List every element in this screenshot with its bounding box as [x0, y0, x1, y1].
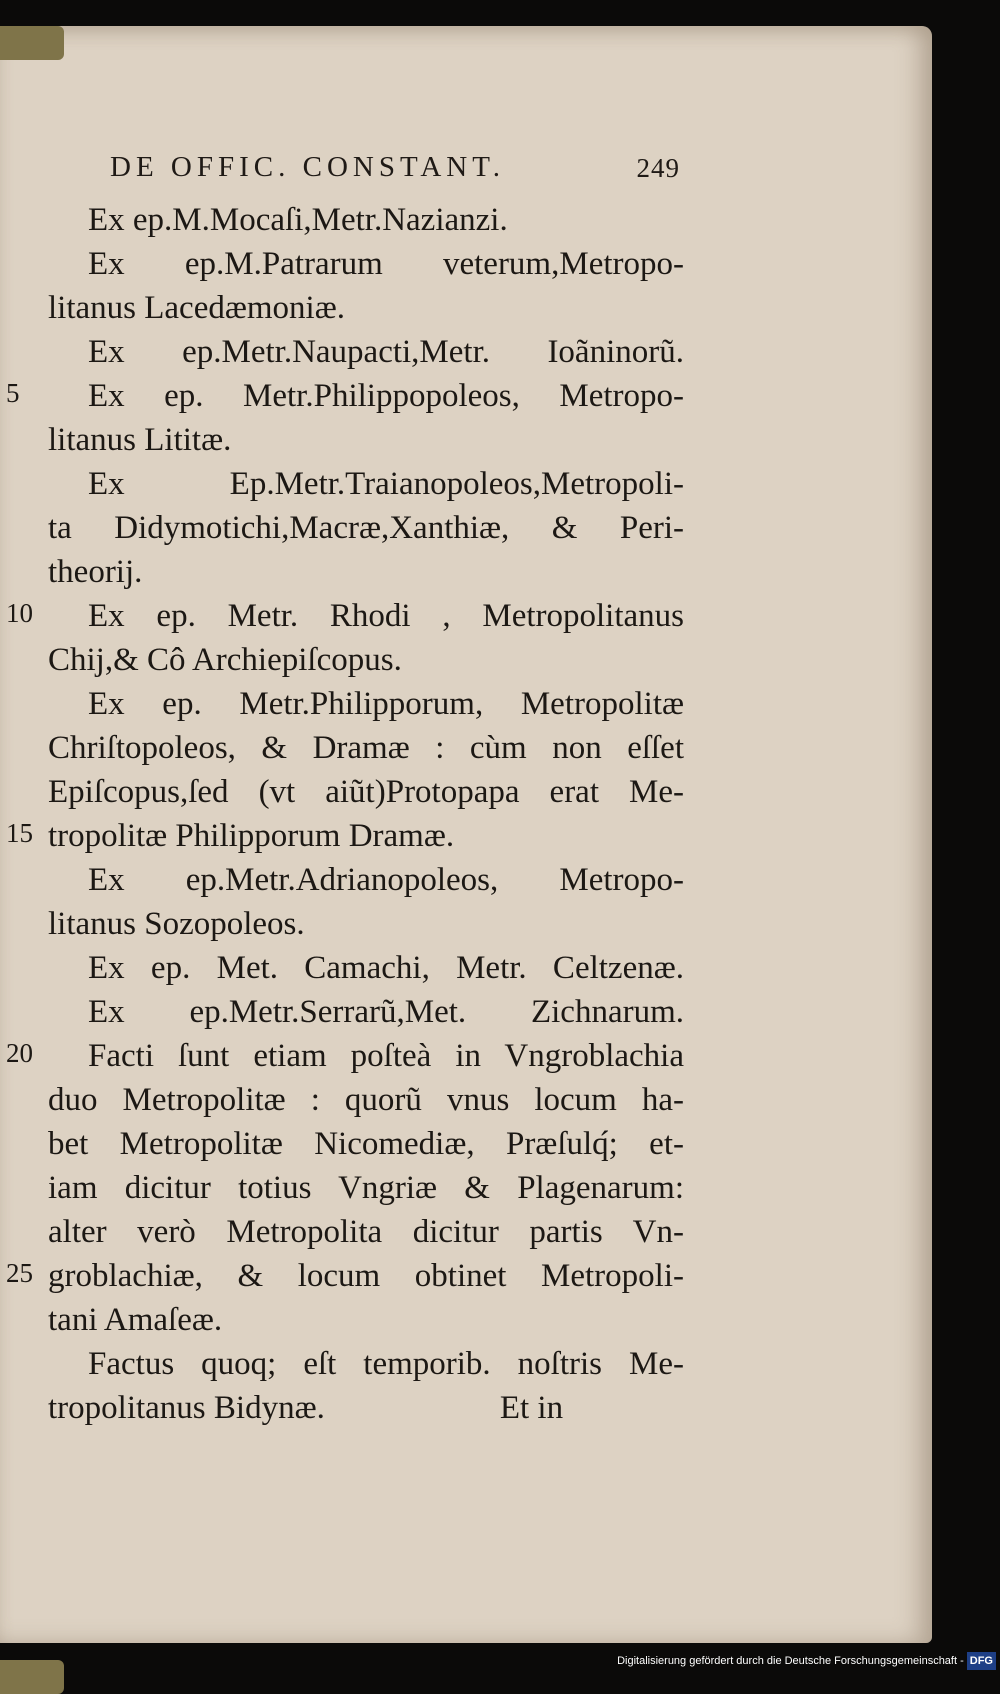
text-line: [48, 1386, 684, 1430]
text-line: [48, 1254, 684, 1298]
page-clip-top: [0, 26, 64, 60]
text-line: [48, 682, 684, 726]
catchword: Et in: [499, 1390, 564, 1426]
margin-line-number: 20: [6, 1038, 33, 1068]
text-line-content: Ex ep.Metr.Naupacti,Metr. Ioãninorũ.: [88, 334, 684, 370]
text-line: [48, 1166, 684, 1210]
running-title: DE OFFIC. CONSTANT.: [110, 151, 506, 183]
text-line-content: duo Metropolitæ : quorũ vnus locum ha-: [48, 1082, 684, 1118]
text-line: [48, 946, 684, 990]
text-line-content: Ex ep. Metr. Rhodi , Metropolitanus: [88, 598, 684, 634]
text-line: [48, 330, 684, 374]
text-line: [48, 374, 684, 418]
margin-line-number: 5: [6, 378, 20, 408]
text-line: [48, 506, 684, 550]
text-line-content: litanus Lacedæmoniæ.: [48, 290, 345, 326]
text-line-content: Chriſtopoleos, & Dramæ : cùm non eſſet: [48, 730, 684, 766]
text-line: [48, 902, 684, 946]
text-line: [48, 1210, 684, 1254]
text-line-content: Factus quoq; eſt temporib. noſtris Me-: [88, 1346, 684, 1382]
book-page: [0, 26, 932, 1643]
text-line-content: litanus Lititæ.: [48, 422, 232, 458]
text-line: [48, 418, 684, 462]
text-line-content: Ex Ep.Metr.Traianopoleos,Metropoli-: [88, 466, 684, 502]
text-line: [48, 1078, 684, 1122]
text-line: [48, 550, 684, 594]
text-line-content: ta Didymotichi,Macræ,Xanthiæ, & Peri-: [48, 510, 684, 546]
text-line: [48, 198, 684, 242]
text-line-content: alter verò Metropolita dicitur partis Vn-: [48, 1214, 684, 1250]
page-clip-bottom: [0, 1660, 64, 1694]
text-line-content: groblachiæ, & locum obtinet Metropoli-: [48, 1258, 684, 1294]
running-header: [110, 151, 680, 184]
text-line: [48, 814, 684, 858]
text-line-content: Ex ep.M.Patrarum veterum,Metropo-: [88, 246, 684, 282]
text-line: [48, 858, 684, 902]
text-line-content: iam dicitur totius Vngriæ & Plagenarum:: [48, 1170, 684, 1206]
text-line-content: Ex ep.Metr.Adrianopoleos, Metropo-: [88, 862, 684, 898]
text-line: [48, 1122, 684, 1166]
text-line-content: tropolitæ Philipporum Dramæ.: [48, 818, 455, 854]
digitization-credit: [617, 1652, 996, 1670]
text-line: [48, 1298, 684, 1342]
credit-text: Digitalisierung gefördert durch die Deutsche Forschungsgemeinschaft -: [617, 1655, 964, 1667]
text-line-content: Facti ſunt etiam poſteà in Vngroblachia: [88, 1038, 684, 1074]
text-line: [48, 286, 684, 330]
text-block: [48, 198, 684, 1430]
text-line: [48, 242, 684, 286]
text-line-content: Chij,& Cô Archiepiſcopus.: [48, 642, 402, 678]
text-line-content: Epiſcopus,ſed (vt aiũt)Protopapa erat Me-: [48, 774, 684, 810]
text-line-content: Ex ep.Metr.Serrarũ,Met. Zichnarum.: [88, 994, 684, 1030]
text-line-content: bet Metropolitæ Nicomediæ, Præſulq́; et-: [48, 1126, 684, 1162]
dfg-logo: DFG: [967, 1652, 996, 1670]
text-line-content: Ex ep. Met. Camachi, Metr. Celtzenæ.: [88, 950, 684, 986]
margin-line-number: 15: [6, 818, 33, 848]
text-line-content: Ex ep. Metr.Philippopoleos, Metropo-: [88, 378, 684, 414]
margin-line-number: 10: [6, 598, 33, 628]
text-line: [48, 462, 684, 506]
text-line-content: theorij.: [48, 554, 143, 590]
text-line-content: litanus Sozopoleos.: [48, 906, 305, 942]
page-number: 249: [636, 153, 680, 183]
text-line-content: tani Amaſeæ.: [48, 1302, 223, 1338]
text-line: [48, 1034, 684, 1078]
text-line: [48, 638, 684, 682]
text-line-content: tropolitanus Bidynæ.: [48, 1390, 325, 1426]
margin-line-number: 25: [6, 1258, 33, 1288]
text-line: [48, 770, 684, 814]
text-line: [48, 594, 684, 638]
text-line-content: Ex ep. Metr.Philipporum, Metropolitæ: [88, 686, 684, 722]
text-line: [48, 990, 684, 1034]
text-line: [48, 1342, 684, 1386]
text-line: [48, 726, 684, 770]
text-line-content: Ex ep.M.Mocaſi,Metr.Nazianzi.: [88, 202, 508, 238]
